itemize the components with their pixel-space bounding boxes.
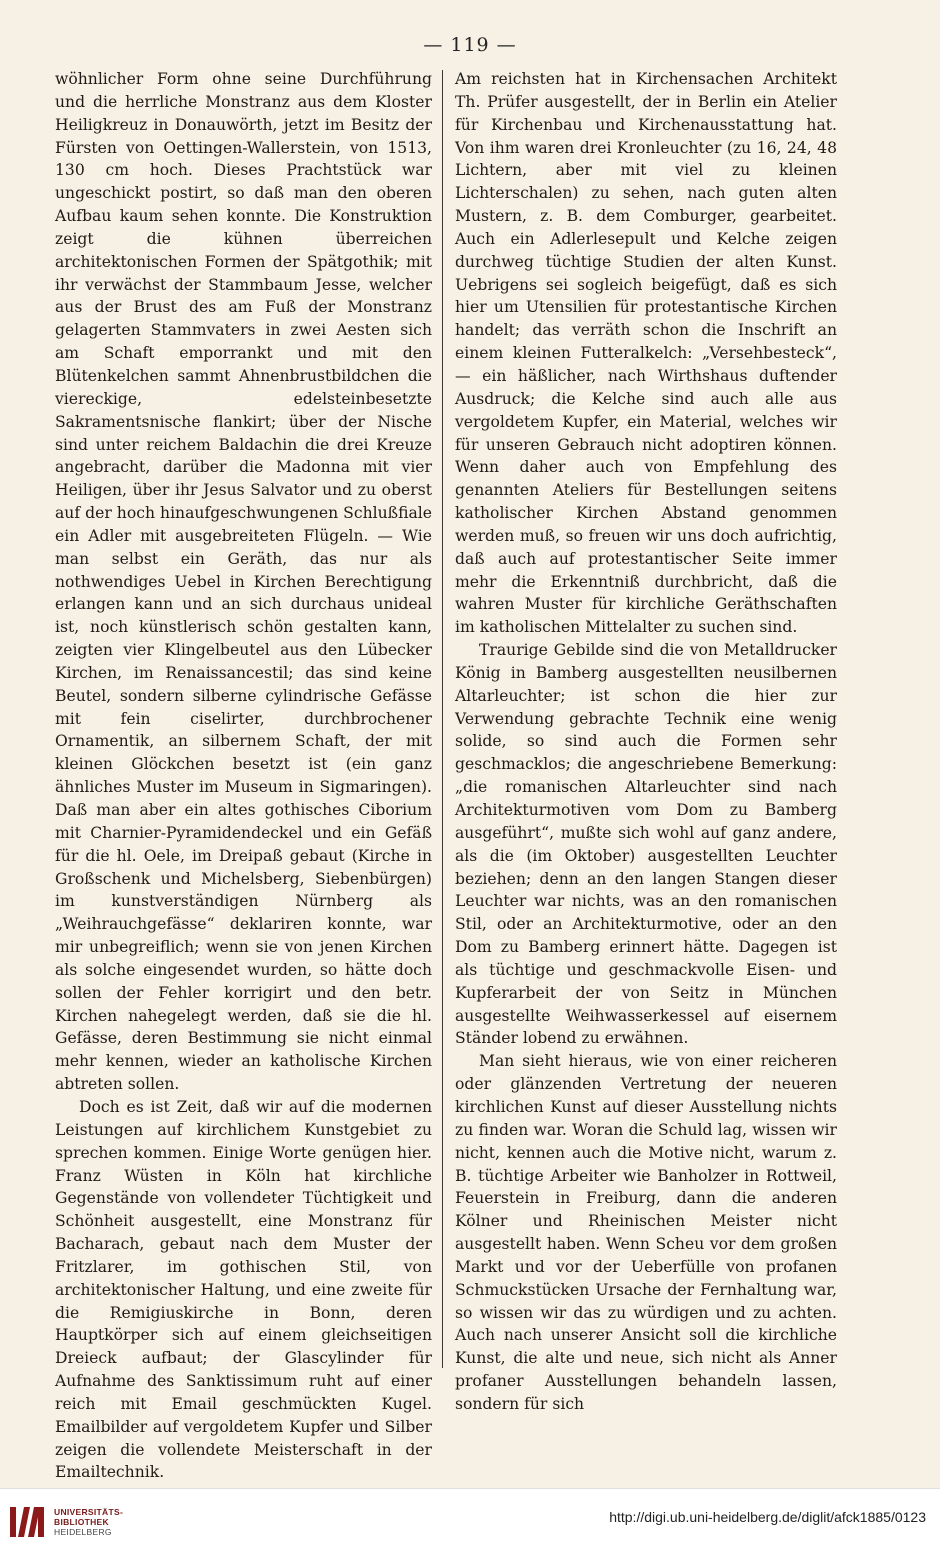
- paragraph: Am reichsten hat in Kirchensachen Architekt Th. Prüfer ausgestellt, der in Berlin ein Atelier für Kirchenbau und Kirchenausstattung hat. Von ihm waren drei Kronleuchter (zu 16, 24, 48 Lichtern, aber mit viel zu kleinen Lichterschalen) zu sehen, nach guten alten Mustern, z. B. dem Comburger, gearbeitet. Auch ein Adlerlesepult und Kelche zeigen durchweg tüchtige Studien der alten Kunst. Uebrigens sei sogleich beigefügt, daß es sich hier um Utensilien für protestantische Kirchen handelt; das verräth schon die Inschrift an einem kleinen Futteralkelch: „Versehbesteck“, — ein häßlicher, nach Wirthshaus duftender Ausdruck; die Kelche sind auch alle aus vergoldetem Kupfer, ein Material, welches wir für unseren Gebrauch nicht adoptiren können. Wenn daher auch von Empfehlung des genannten Ateliers für Bestellungen seitens katholischer Kirchen Abstand genommen werden muß, so freuen wir uns doch aufrichtig, daß auch auf protestantischer Seite immer mehr die Erkenntniß durchbricht, daß die wahren Muster für kirchliche Geräthschaften im katholischen Mittelalter zu suchen sind.: [455, 70, 837, 637]
- logo-line-2: BIBLIOTHEK: [54, 1517, 109, 1527]
- paragraph: wöhnlicher Form ohne seine Durchführung und die herrliche Monstranz aus dem Kloster Heiligkreuz in Donauwörth, jetzt im Besitz der Fürsten von Oettingen-Wallerstein, von 1513, 130 cm hoch. Dieses Prachtstück war ungeschickt postirt, so daß man den oberen Aufbau kaum sehen konnte. Die Konstruktion zeigt die kühnen überreichen architektonischen Formen der Spätgothik; mit ihr verwächst der Stammbaum Jesse, welcher aus der Brust des am Fuß der Monstranz gelagerten Stammvaters in zwei Aesten sich am Schaft emporrankt und mit den Blütenkelchen sammt Ahnenbrustbildchen die viereckige, edelsteinbesetzte Sakramentsnische flankirt; über der Nische sind unter reichem Baldachin die drei Kreuze angebracht, darüber die Madonna mit vier Heiligen, über ihr Jesus Salvator und zu oberst auf der hoch hinaufgeschwungenen Schlußfiale ein Adler mit ausgebreiteten Flügeln. — Wie man selbst ein Geräth, das nur als nothwendiges Uebel in Kirchen Berechtigung erlangen kann und an sich durchaus unideal ist, noch künstlerisch schön gestalten kann, zeigten vier Klingelbeutel aus den Lübecker Kirchen, im Renaissancestil; das sind keine Beutel, sondern silberne cylindrische Gefässe mit fein ciselirter, durchbrochener Ornamentik, an silbernem Schaft, der mit kleinen Glöckchen besetzt ist (ein ganz ähnliches Muster im Museum in Sigmaringen). Daß man aber ein altes gothisches Ciborium mit Charnier-Pyramidendeckel und ein Gefäß für die hl. Oele, im Dreipaß gebaut (Kirche in Großschenk und Michelsberg, Siebenbürgen) im kunstverständigen Nürnberg als „Weihrauchgefässe“ deklariren konnte, war mir unbegreiflich; wenn sie von jenen Kirchen als solche eingesendet wurden, so hätte doch sollen der Fehler korrigirt und den betr. Kirchen nahegelegt werden, daß sie die hl. Gefässe, deren Bestimmung sie nicht einmal mehr kennen, wieder an katholische Kirchen abtreten sollen.: [55, 70, 432, 1094]
- logo-line-1: UNIVERSITÄTS-: [54, 1507, 124, 1517]
- page-number: — 119 —: [423, 34, 517, 56]
- paragraph: Doch es ist Zeit, daß wir auf die modernen Leistungen auf kirchlichem Kunstgebiet zu sprechen kommen. Einige Worte genügen hier. Franz Wüsten in Köln hat kirchliche Gegenstände von vollendeter Tüchtigkeit und Schönheit ausgestellt, eine Monstranz für Bacharach, gebaut nach dem Muster der Fritzlarer, im gothischen Stil, von architektonischer Haltung, und eine zweite für die Remigiuskirche in Bonn, deren Hauptkörper sich auf einem gleichseitigen Dreieck aufbaut; der Glascylinder für Aufnahme des Sanktissimum ruht auf einer reich mit Email geschmückten Kugel. Emailbilder auf vergoldetem Kupfer und Silber zeigen die vollendete Meisterschaft in der Emailtechnik.: [55, 1097, 432, 1482]
- column-divider: [442, 70, 443, 1368]
- library-name: [54, 1507, 123, 1537]
- paragraph: Man sieht hieraus, wie von einer reicheren oder glänzenden Vertretung der neueren kirchlichen Kunst auf dieser Ausstellung nichts zu finden war. Woran die Schuld lag, wissen wir nicht, kennen auch die Motive nicht, warum z. B. tüchtige Arbeiter wie Banholzer in Rottweil, Feuerstein in Freiburg, dann die anderen Kölner und Rheinischen Meister nicht ausgestellt haben. Wenn Scheu vor dem großen Markt und vor der Ueberfülle von profanen Schmuckstücken Ursache der Fernhaltung war, so wissen wir das zu würdigen und zu achten. Auch nach unserer Ansicht soll die kirchliche Kunst, die alte und neue, sich nicht als Anner profaner Ausstellungen behandeln lassen, sondern für sich: [455, 1052, 837, 1413]
- footer-bar: [0, 1488, 940, 1550]
- permalink-url[interactable]: http://digi.ub.uni-heidelberg.de/diglit/afck1885/0123: [609, 1509, 926, 1525]
- logo-line-3: HEIDELBERG: [54, 1527, 112, 1537]
- library-logo[interactable]: [8, 1503, 123, 1541]
- library-seal-icon: [8, 1503, 46, 1541]
- paragraph: Traurige Gebilde sind die von Metalldrucker König in Bamberg ausgestellten neusilbernen Altarleuchter; ist schon die hier zur Verwendung gebrachte Technik eine wenig solide, so sind auch die Formen sehr geschmacklos; die angeschriebene Bemerkung: „die romanischen Altarleuchter sind nach Architekturmotiven vom Dom zu Bamberg ausgeführt“, mußte sich wohl auf ganz andere, als die (im Oktober) ausgestellten Leuchter beziehen; denn an den langen Stangen dieser Leuchter war nichts, was an den romanischen Stil, oder an Architekturmotive, oder an den Dom zu Bamberg erinnert hätte. Dagegen ist als tüchtige und geschmackvolle Eisen- und Kupferarbeit der von Seitz in München ausgestellte Weihwasserkessel auf eisernem Ständer lobend zu erwähnen.: [455, 641, 837, 1048]
- right-column: [455, 68, 837, 1416]
- left-column: [55, 68, 432, 1484]
